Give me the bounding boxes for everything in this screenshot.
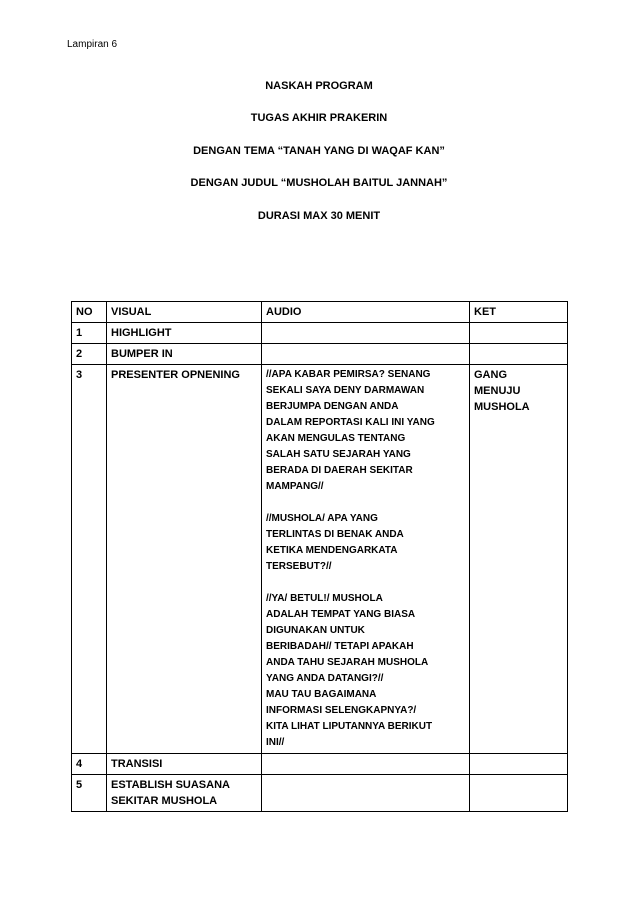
header-audio: AUDIO <box>262 302 470 323</box>
audio-paragraph: //MUSHOLA/ APA YANG TERLINTAS DI BENAK ANDA KETIKA MENDENGARKATA TERSEBUT?// <box>266 513 404 572</box>
table-row <box>72 775 568 812</box>
table-row <box>72 365 568 754</box>
cell-visual: TRANSISI <box>107 754 262 775</box>
cell-audio <box>262 775 470 812</box>
title-durasi: DURASI MAX 30 MENIT <box>257 210 381 222</box>
table-header-row <box>72 302 568 323</box>
cell-audio <box>262 323 470 344</box>
cell-ket <box>470 323 568 344</box>
title-tema: DENGAN TEMA “TANAH YANG DI WAQAF KAN” <box>193 145 445 157</box>
table-row <box>72 754 568 775</box>
page-label: Lampiran 6 <box>67 39 118 50</box>
table-row <box>72 344 568 365</box>
cell-visual: PRESENTER OPNENING <box>107 365 262 754</box>
cell-audio <box>262 365 470 754</box>
cell-no: 3 <box>72 365 107 754</box>
cell-no: 1 <box>72 323 107 344</box>
cell-audio <box>262 344 470 365</box>
cell-no: 4 <box>72 754 107 775</box>
cell-visual: BUMPER IN <box>107 344 262 365</box>
table-row <box>72 323 568 344</box>
cell-ket <box>470 344 568 365</box>
script-table <box>71 301 568 812</box>
header-visual: VISUAL <box>107 302 262 323</box>
title-naskah-program: NASKAH PROGRAM <box>265 80 373 92</box>
title-judul: DENGAN JUDUL “MUSHOLAH BAITUL JANNAH” <box>190 177 448 189</box>
header-ket: KET <box>470 302 568 323</box>
cell-ket <box>470 775 568 812</box>
header-no: NO <box>72 302 107 323</box>
cell-ket: GANG MENUJU MUSHOLA <box>470 365 568 754</box>
cell-no: 2 <box>72 344 107 365</box>
cell-no: 5 <box>72 775 107 812</box>
audio-paragraph: //APA KABAR PEMIRSA? SENANG SEKALI SAYA DENY DARMAWAN BERJUMPA DENGAN ANDA DALAM REPORTASI KALI INI YANG AKAN MENGULAS TENTANG SALAH SATU SEJARAH YANG BERADA DI DAERAH SEKITAR MAMPANG// <box>266 369 435 492</box>
audio-paragraph: //YA/ BETUL!/ MUSHOLA ADALAH TEMPAT YANG BIASA DIGUNAKAN UNTUK BERIBADAH// TETAPI APAKAH ANDA TAHU SEJARAH MUSHOLA YANG ANDA DATANGI?// MAU TAU BAGAIMANA INFORMASI SELENGKAPNYA?/ KITA LIHAT LIPUTANNYA BERIKUT INI// <box>266 593 433 748</box>
title-tugas-akhir: TUGAS AKHIR PRAKERIN <box>250 112 388 124</box>
cell-visual: HIGHLIGHT <box>107 323 262 344</box>
cell-visual: ESTABLISH SUASANA SEKITAR MUSHOLA <box>107 775 262 812</box>
cell-audio <box>262 754 470 775</box>
cell-ket <box>470 754 568 775</box>
